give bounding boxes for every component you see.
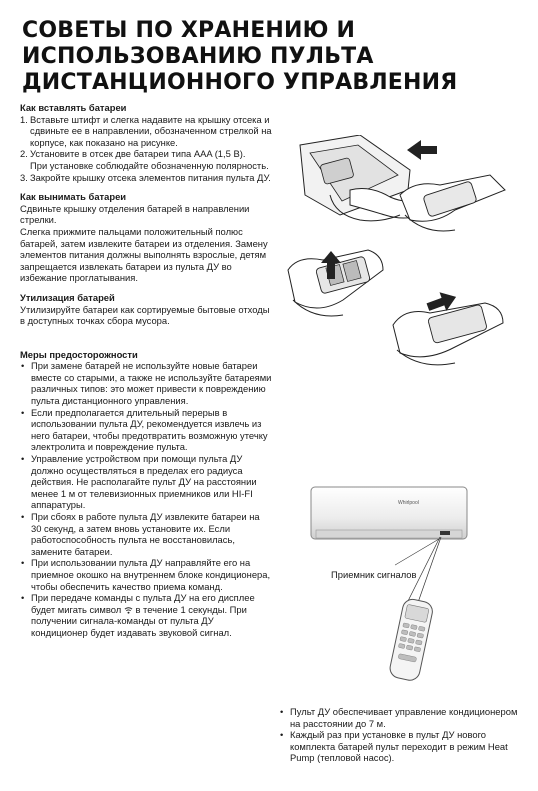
section-heading: Как вынимать батареи [20,191,127,203]
list-item: • При использовании пульта ДУ направляйте его на приемное окошко на внутреннем блоке кондиционера, чтобы обеспечить качество приема команд. [20,557,272,592]
step-item [20,114,272,149]
precautions-list [20,360,272,638]
paragraph: Слегка прижмите пальцами положительный полюс батарей, затем извлеките батареи из отделения. Замену элементов питания должны выполнять взрослые, детям запрещается извлекать батареи из пульта ДУ во избежание проглатывания. [20,225,268,284]
step-text: Установите в отсек две батареи типа AAA (1,5 В). [30,148,246,160]
insert-batteries-section [20,102,272,183]
paragraph: Утилизируйте батареи как сортируемые бытовые отходы в доступных точках сбора мусора. [20,303,270,327]
title-line: ИСПОЛЬЗОВАНИЮ ПУЛЬТА [22,44,374,69]
step-number: 2. [20,148,28,160]
step-text: Закройте крышку отсека элементов питания пульта ДУ. [30,171,271,183]
list-item: • Каждый раз при установке в пульт ДУ нового комплекта батарей пульт переходит в режим Heat Pump (тепловой насос). [279,729,527,764]
slide-arrow-icon [425,290,459,314]
right-notes [279,706,527,764]
up-arrow-icon [320,250,342,280]
title-line: ДИСТАНЦИОННОГО УПРАВЛЕНИЯ [22,70,458,95]
list-item: • Пульт ДУ обеспечивает управление кондиционером на расстоянии до 7 м. [279,706,527,729]
wifi-signal-icon [124,606,133,614]
step-item [20,148,272,171]
section-heading: Как вставлять батареи [20,102,127,113]
step-text-extra: При установке соблюдайте обозначенную полярность. [30,159,269,171]
list-item: • При сбоях в работе пульта ДУ извлеките батареи на 30 секунд, а затем вновь установите их. Если работоспособность пульта не восстановилась, замените батареи. [20,511,272,557]
section-heading: Утилизация батарей [20,291,115,303]
slide-arrow-icon [405,138,439,162]
precautions-section [20,349,272,639]
step-text: Вставьте штифт и слегка надавите на крышку отсека и сдвиньте ее в направлении, обозначенном стрелкой на корпусе, как показано на рисунке. [30,113,272,148]
hand-remote-illustration [395,170,515,240]
remove-batteries-section [20,191,272,284]
steps-list [20,114,272,184]
list-item-text: в течение 1 секунды. При получении сигнала-команды от пульта ДУ кондиционер будет издавать звуковой сигнал. [31,603,247,638]
list-item: • Если предполагается длительный перерыв в использовании пульта ДУ, рекомендуется извлечь из него батареи, чтобы предотвратить возможную утечку электролита и повреждение пульта. [20,407,272,453]
step-number: 1. [20,113,28,125]
list-item [20,592,272,638]
step-number: 3. [20,171,28,183]
remote-control-illustration [388,598,436,684]
instructions-column [20,102,272,647]
list-item: • При замене батарей не используйте новые батареи вместе со старыми, а также не используйте батареями различных типов: это может привести к повреждению пульта дистанционного управления. [20,360,272,406]
step-item [20,172,272,184]
title-line: СОВЕТЫ ПО ХРАНЕНИЮ И [22,18,356,43]
list-item-text: При передаче команды с пульта ДУ на его дисплее будет мигать символ [31,592,255,615]
disposal-section [20,292,272,327]
section-heading: Меры предосторожности [20,348,138,360]
receiver-label: Приемник сигналов [331,569,417,580]
paragraph: Сдвиньте крышку отделения батарей в направлении стрелки. [20,202,250,226]
list-item: • Управление устройством при помощи пульта ДУ должно осуществляться в пределах его радиуса действия. Не располагайте пульт ДУ на расстоянии менее 1 м от телевизионных приемников или HI-FI аппаратуры. [20,453,272,511]
brand-logo: Whirlpool [398,500,419,506]
notes-list [279,706,527,764]
page-title [22,18,522,96]
